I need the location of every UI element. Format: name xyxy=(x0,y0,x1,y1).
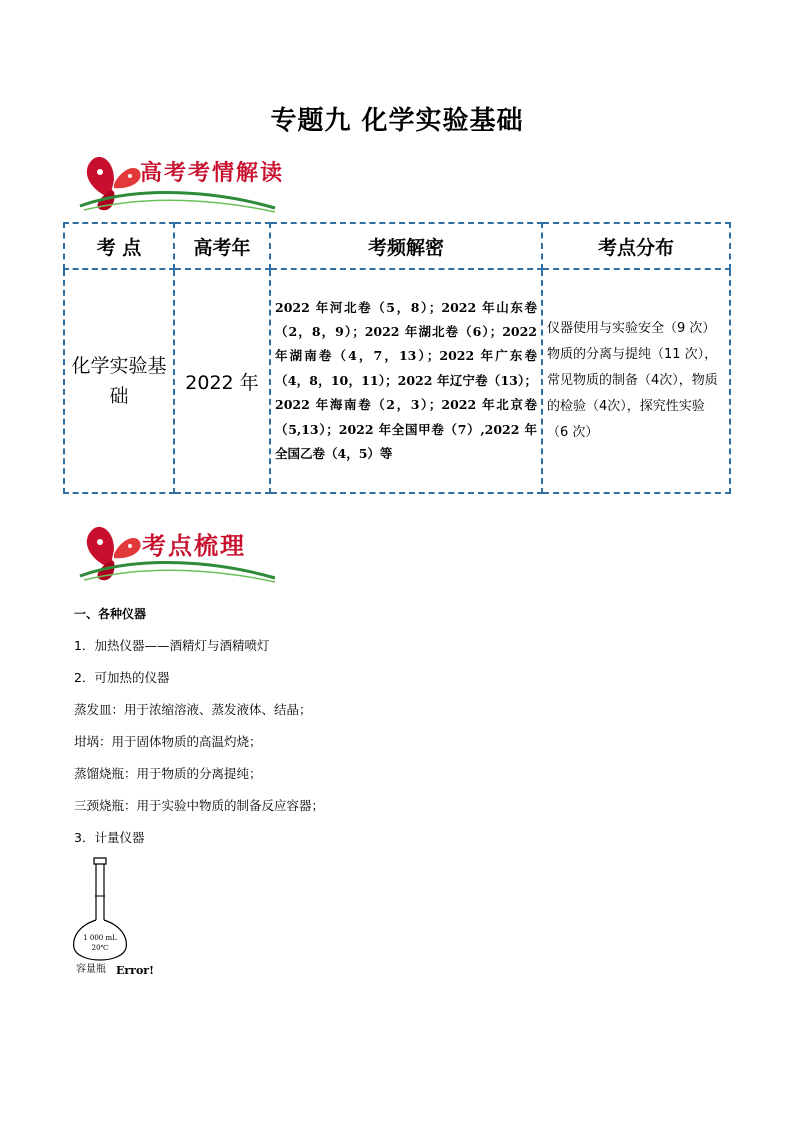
header-distribution: 考点分布 xyxy=(542,223,730,269)
content-line: 坩埚：用于固体物质的高温灼烧； xyxy=(74,734,262,749)
volumetric-flask-icon xyxy=(70,856,130,976)
cell-frequency: 2022 年河北卷（5，8）；2022 年山东卷（2，8，9）；2022 年湖北卷（6）；2022 年湖南卷（4，7，13）；2022 年广东卷（4，8，10，11）；2022 年辽宁卷（13）；2022 年海南卷（2，3）；2022 年北京卷（5,13）；2022 年全国甲卷（7）,2022 年全国乙卷（4，5）等 xyxy=(270,269,542,493)
flask-volume-label: 1 000 mL xyxy=(83,934,117,942)
content-line: 3．计量仪器 xyxy=(74,830,145,845)
section-banner-key-points xyxy=(70,520,290,584)
content-line: 三颈烧瓶：用于实验中物质的制备反应容器； xyxy=(74,798,325,813)
banner-title: 高考考情解读 xyxy=(140,160,285,186)
section-heading: 一、各种仪器 xyxy=(74,607,147,621)
flask-temp-label: 20℃ xyxy=(91,944,109,952)
flask-caption: 容量瓶 xyxy=(76,964,106,975)
section-banner-exam-analysis xyxy=(70,150,290,214)
cell-distribution: 仪器使用与实验安全（9 次）物质的分离与提纯（11 次），常见物质的制备（4次），物质的检验（4次），探究性实验（6 次） xyxy=(542,269,730,493)
header-year: 高考年 xyxy=(174,223,270,269)
content-line: 蒸馏烧瓶：用于物质的分离提纯； xyxy=(74,766,262,781)
page-title: 专题九 化学实验基础 xyxy=(270,106,524,136)
exam-analysis-table xyxy=(63,222,731,494)
content-line: 1．加热仪器——酒精灯与酒精喷灯 xyxy=(74,638,270,653)
header-kaodian: 考 点 xyxy=(64,223,174,269)
header-frequency: 考频解密 xyxy=(270,223,542,269)
cell-year: 2022 年 xyxy=(174,269,270,493)
cell-kaodian: 化学实验基础 xyxy=(64,269,174,493)
error-text: Error! xyxy=(116,964,154,977)
table-row xyxy=(64,269,730,493)
content-line: 2．可加热的仪器 xyxy=(74,670,170,685)
content-line: 蒸发皿：用于浓缩溶液、蒸发液体、结晶； xyxy=(74,702,312,717)
banner-title: 考点梳理 xyxy=(142,531,246,560)
content-body xyxy=(74,605,734,861)
table-header-row xyxy=(64,223,730,269)
